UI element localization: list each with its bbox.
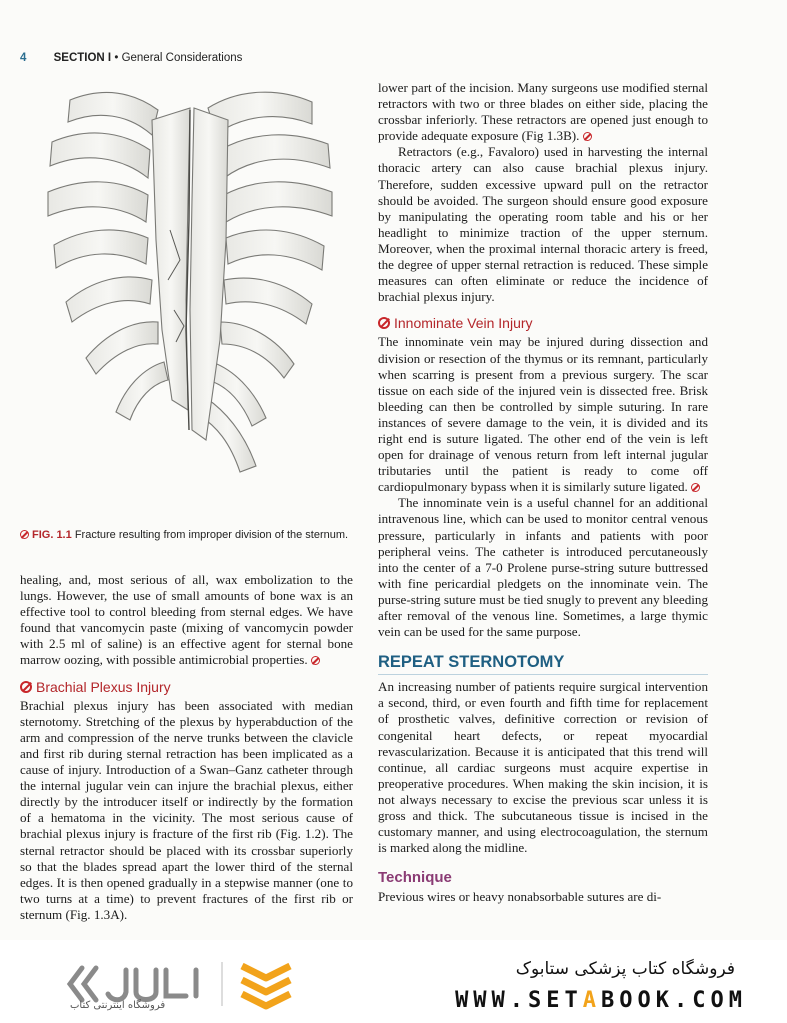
page-number: 4 <box>20 52 27 64</box>
right-paragraph-1 <box>378 80 708 144</box>
store-watermark-banner <box>0 940 787 1023</box>
heading-technique: Technique <box>378 869 452 887</box>
sternum-illustration <box>40 80 340 510</box>
logo-subtitle: فروشگاه اینترنتی کتاب <box>70 1000 166 1011</box>
running-header <box>20 52 242 64</box>
left-paragraph-1 <box>20 572 353 669</box>
right-paragraph-5: An increasing number of patients require surgical intervention a second, third, or even fourth and fifth time for replacement of prosthetic valves, definitive correction or revision of congenital heart defects, or repeat myocardial revascularization. Because it is anticipated that this trend will continue, all cardiac surgeons must acquire expertise in preoperative procedures. When making the skin incision, it is not always necessary to excise the previous scar unless it is gross and thick. The subcutaneous tissue is incised in the customary manner, and using electrocoagulation, the sternum is marked along the midline. <box>378 679 708 856</box>
prohibition-icon <box>311 656 320 665</box>
prohibition-icon <box>20 681 32 693</box>
right-paragraph-3-text: The innominate vein may be injured during dissection and division or resection of the thymus or its remnant, particularly when scarring is present from a previous surgery. The scar tissue on each side of the injured vein is dissected free. Brisk bleeding can then be controlled by simple suturing. In rare instances of severe damage to the vein, it is divided and its right end is suture ligated. The other end of the vein is left open for drainage of venous return from left internal jugular tributaries until the patient is ready to come off cardiopulmonary bypass when it is similarly suture ligated. <box>378 334 708 495</box>
figure-caption-text: Fracture resulting from improper division of the sternum. <box>74 529 349 541</box>
right-column <box>378 80 708 906</box>
left-paragraph-2: Brachial plexus injury has been associated with median sternotomy. Stretching of the plexus by hyperabduction of the arm and compression of the nerve trunks between the clavicle and first rib during sternal retraction has been implicated as a cause of injury. Introduction of a Swan–Ganz catheter through the internal jugular vein can injure the brachial plexus, either directly by the introducer itself or indirectly by the formation of a hematoma in the vicinity. The most serious cause of brachial plexus injury is fracture of the first rib (Fig. 1.2). The sternal retractor should be placed with its crossbar superiorly so that the blades spread apart the lower third of the sternal edges. It is then opened gradually in a stepwise manner (one to two turns at a time) to prevent fractures of the first rib or sternum (Fig. 1.3A). <box>20 697 353 922</box>
prohibition-icon <box>378 317 390 329</box>
prohibition-icon <box>583 132 592 141</box>
figure-label: FIG. 1.1 <box>32 529 72 541</box>
store-name: فروشگاه کتاب پزشکی ستابوک <box>515 959 735 979</box>
heading-brachial-plexus-injury <box>20 679 353 695</box>
section-label: SECTION I <box>53 52 112 64</box>
prohibition-icon <box>691 483 700 492</box>
figure-caption <box>20 528 350 543</box>
right-paragraph-4: The innominate vein is a useful channel for an additional intravenous line, which can be used to monitor central venous pressure, particularly in infants and patients with poor peripheral veins. The catheter is introduced percutaneously into the center of a 7-0 Prolene purse-string suture buttressed with fine pericardial pledgets on the innominate vein. The purse-string suture must be tied snugly to prevent any bleeding after removal of the venous line. Sometimes, a large thymic vein can be used for the same purpose. <box>378 495 708 640</box>
right-paragraph-3 <box>378 334 708 495</box>
header-bullet: • <box>114 52 119 64</box>
right-paragraph-6: Previous wires or heavy nonabsorbable sutures are di- <box>378 889 662 905</box>
heading-text: Innominate Vein Injury <box>394 315 533 332</box>
heading-innominate-vein-injury <box>378 315 708 331</box>
url-part-1: WWW.SET <box>455 988 583 1013</box>
section-title: General Considerations <box>121 52 243 64</box>
left-paragraph-1-text: healing, and, most serious of all, wax embolization to the lungs. However, the use of small amounts of bone wax is an effective tool to control bleeding from sternal edges. We have found that vancomycin paste (mixing of vancomycin powder with 2.5 ml of saline) is an effective agent for sternal bone marrow oozing, with possible antimicrobial properties. <box>20 572 353 668</box>
left-column <box>20 572 353 923</box>
store-url[interactable] <box>455 988 747 1013</box>
url-accent: A <box>582 988 602 1013</box>
heading-text: Brachial Plexus Injury <box>36 678 171 695</box>
prohibition-icon <box>20 530 29 539</box>
right-paragraph-1-text: lower part of the incision. Many surgeons use modified sternal retractors with two or three blades on either side, placing the crossbar inferiorly. These retractors are opened just enough to provide adequate exposure (Fig 1.3B). <box>378 80 708 144</box>
heading-repeat-sternotomy: REPEAT STERNOTOMY <box>378 654 708 675</box>
right-paragraph-2: Retractors (e.g., Favaloro) used in harvesting the internal thoracic artery can also cause brachial plexus injury. Therefore, sudden excessive upward pull on the retractor should be avoided. The surgeon should ensure good exposure by manipulating the operating room table and his or her headlight to minimize traction of the upper sternum. Moreover, when the proximal internal thoracic artery is freed, the degree of upper sternal retraction is reduced. These simple measures can often eliminate or reduce the incidence of brachial plexus injury. <box>378 144 708 305</box>
url-part-2: BOOK.COM <box>601 988 747 1013</box>
